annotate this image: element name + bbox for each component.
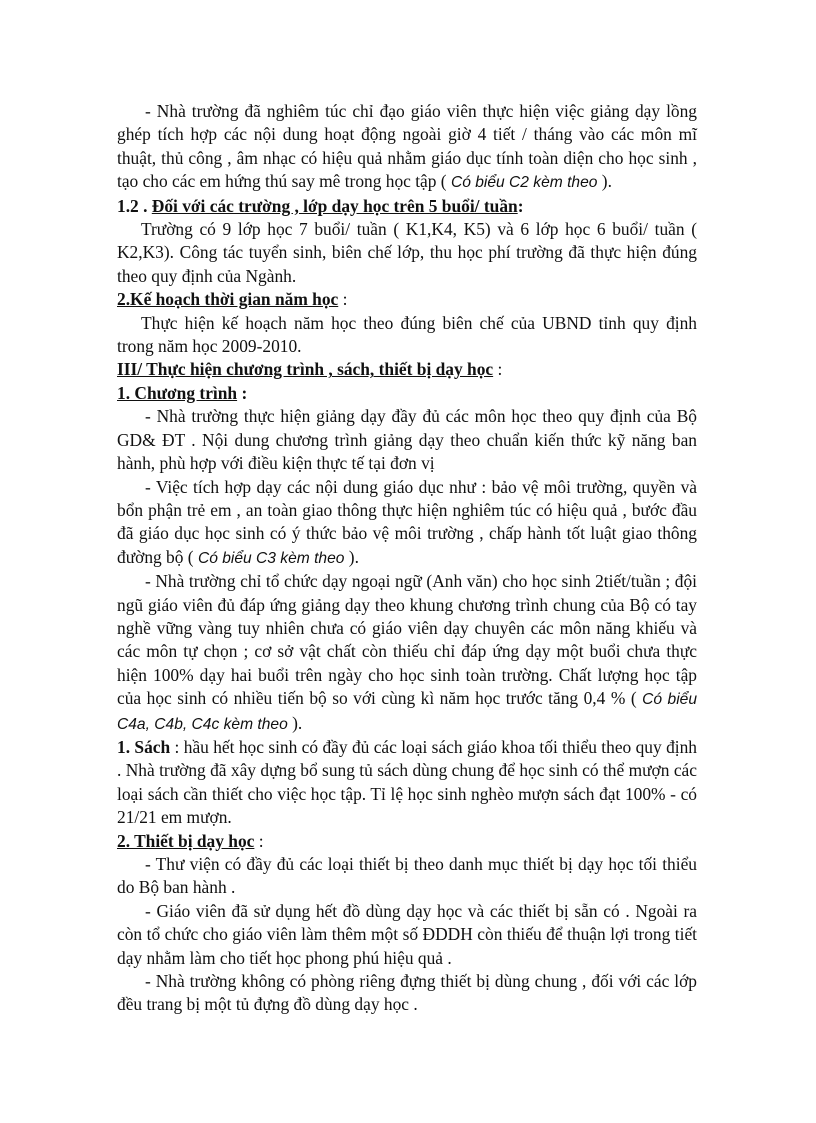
paragraph-storage: - Nhà trường không có phòng riêng đựng thiết bị dùng chung , đối với các lớp đều trang bị một tủ đựng đồ dùng dạy học . bbox=[117, 971, 697, 1015]
paragraph-schedule: Thực hiện kế hoạch năm học theo đúng biên chế của UBND tỉnh quy định trong năm học 2009-2010. bbox=[117, 312, 697, 357]
heading-1-2 bbox=[117, 195, 697, 218]
paragraph-text: - Việc tích hợp dạy các nội dung giáo dục như : bảo vệ môi trường, quyền và bổn phận trẻ em , an toàn giao thông thực hiện nghiêm túc có hiệu quả , bước đầu đã giáo dục học sinh có ý thức bảo vệ môi trường , chấp hành tốt luật giao thông đường bộ ( bbox=[117, 476, 697, 567]
heading-text: 1. Chương trình bbox=[117, 382, 238, 403]
paragraph-integration bbox=[117, 100, 697, 195]
paragraph-tail: ). bbox=[344, 546, 359, 567]
paragraph-text: - Nhà trường đã nghiêm túc chỉ đạo giáo viên thực hiện việc giảng dạy lồng ghép tích hợp các nội dung hoạt động ngoài giờ 4 tiết / tháng vào các môn mĩ thuật, thủ công , âm nhạc có hiệu quả nhằm giáo dục tính toàn diện cho học sinh , tạo cho các em hứng thú say mê trong học tập ( bbox=[117, 101, 697, 192]
paragraph-library: - Thư viện có đầy đủ các loại thiết bị theo danh mục thiết bị dạy học tối thiểu do Bộ ban hành . bbox=[117, 854, 697, 898]
heading-suffix: : bbox=[254, 830, 264, 851]
paragraph-teaching-aids: - Giáo viên đã sử dụng hết đồ dùng dạy học và các thiết bị sẵn có . Ngoài ra còn tổ chức cho giáo viên làm thêm một số ĐDDH còn thiếu để thuận lợi trong tiết dạy nhằm làm cho tiết học phong phú hiệu quả . bbox=[117, 900, 697, 968]
heading-2 bbox=[117, 288, 697, 311]
heading-prefix: 1.2 . bbox=[117, 195, 152, 216]
appendix-note: Có biểu C4a, C4b, C4c kèm theo bbox=[117, 691, 698, 733]
appendix-note: Có biểu C2 kèm theo bbox=[450, 174, 598, 192]
heading-text: 2. Thiết bị dạy học bbox=[117, 830, 255, 851]
paragraph-books bbox=[117, 736, 697, 830]
heading-suffix: : bbox=[493, 359, 503, 380]
paragraph-classes: Trường có 9 lớp học 7 buổi/ tuần ( K1,K4, K5) và 6 lớp học 6 buổi/ tuần ( K2,K3). Công tác tuyển sinh, biên chế lớp, thu học phí trường đã thực hiện đúng theo quy định của Ngành. bbox=[117, 219, 697, 286]
paragraph-tail: ). bbox=[287, 712, 303, 733]
heading-text: Đối với các trường , lớp dạy học trên 5 buổi/ tuần bbox=[151, 195, 518, 216]
paragraph-foreign-language bbox=[117, 570, 697, 736]
heading-suffix: : bbox=[517, 195, 524, 216]
paragraph-curriculum: - Nhà trường thực hiện giảng dạy đầy đủ các môn học theo quy định của Bộ GD& ĐT . Nội dung chương trình giảng dạy theo chuẩn kiến thức kỹ năng ban hành, phù hợp với điều kiện thực tế tại đơn vị bbox=[117, 406, 697, 474]
heading-3-1 bbox=[117, 382, 697, 405]
paragraph-education-topics bbox=[117, 476, 697, 571]
heading-suffix: : bbox=[237, 382, 248, 403]
books-label: 1. Sách bbox=[117, 736, 171, 757]
paragraph-tail: ). bbox=[597, 171, 612, 192]
appendix-note: Có biểu C3 kèm theo bbox=[197, 549, 345, 567]
paragraph-text: : hầu hết học sinh có đầy đủ các loại sách giáo khoa tối thiểu theo quy định . Nhà trường đã xây dựng bổ sung tủ sách dùng chung để học sinh có thể mượn các loại sách cần thiết cho việc học tập. Tỉ lệ học sinh nghèo mượn sách đạt 100% - có 21/21 em mượn. bbox=[117, 736, 697, 828]
heading-3 bbox=[117, 358, 697, 381]
heading-suffix: : bbox=[338, 289, 348, 310]
document-page bbox=[117, 100, 697, 1017]
paragraph-text: - Nhà trường chỉ tổ chức dạy ngoại ngữ (Anh văn) cho học sinh 2tiết/tuần ; đội ngũ giáo viên đủ đáp ứng giảng dạy theo khung chương trình chung của Bộ có tay nghề vững vàng tuy nhiên chưa có giáo viên dạy chuyên các môn năng khiếu và các môn tự chọn ; cơ sở vật chất còn thiếu chỉ đáp ứng dạy một buổi chưa thực hiện 100% dạy hai buổi trên ngày cho học sinh toàn trường. Chất lượng học tập của học sinh có nhiều tiến bộ so với cùng kì năm học trước tăng 0,4 % ( bbox=[117, 571, 697, 709]
heading-text: III/ Thực hiện chương trình , sách, thiết bị dạy học bbox=[117, 359, 494, 380]
heading-3-2 bbox=[117, 830, 697, 853]
heading-text: 2.Kế hoạch thời gian năm học bbox=[117, 289, 339, 310]
